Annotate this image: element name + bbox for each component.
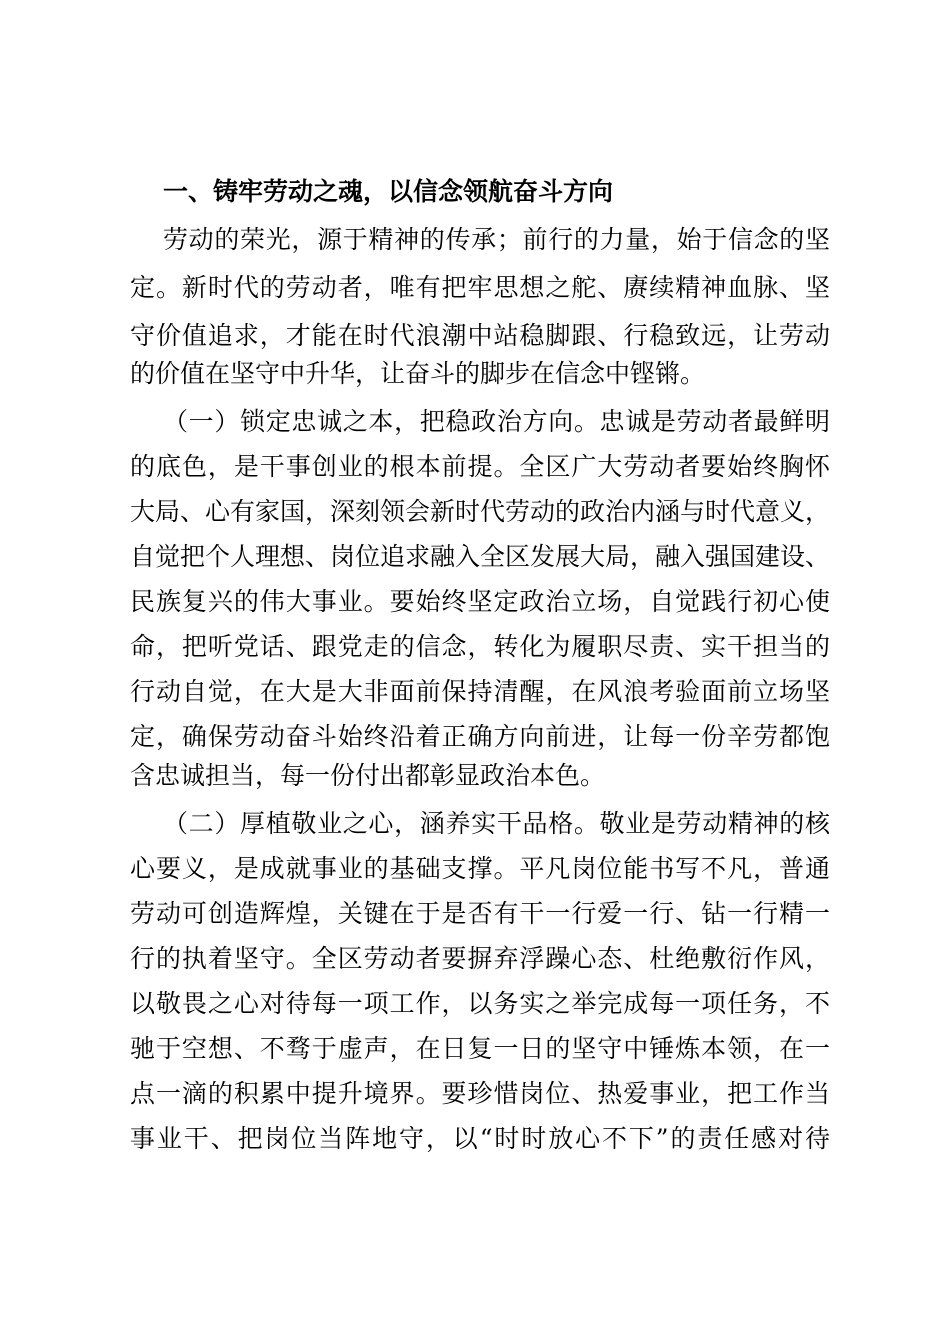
paragraph-line: 含忠诚担当，每一份付出都彰显政治本色。 — [130, 761, 606, 790]
paragraph-line: 大局、心有家国，深刻领会新时代劳动的政治内涵与时代意义， — [130, 497, 831, 526]
paragraph-line: 命，把听党话、跟党走的信念，转化为履职尽责、实干担当的 — [130, 632, 830, 661]
paragraph-line: 点一滴的积累中提升境界。要珍惜岗位、热爱事业，把工作当 — [130, 1079, 830, 1108]
paragraph-line: 事业干、把岗位当阵地守，以“时时放心不下”的责任感对待 — [130, 1124, 830, 1153]
paragraph-line: 民族复兴的伟大事业。要始终坚定政治立场，自觉践行初心使 — [130, 587, 830, 616]
paragraph-line: 定。新时代的劳动者，唯有把牢思想之舵、赓续精神血脉、坚 — [130, 273, 830, 302]
paragraph-line: 驰于空想、不骛于虚声，在日复一日的坚守中锤炼本领，在一 — [130, 1034, 830, 1063]
paragraph-line: （二）厚植敬业之心，涵养实干品格。敬业是劳动精神的核 — [163, 809, 830, 838]
paragraph-line: 的底色，是干事创业的根本前提。全区广大劳动者要始终胸怀 — [130, 452, 830, 481]
paragraph-line: 自觉把个人理想、岗位追求融入全区发展大局，融入强国建设、 — [130, 542, 831, 571]
paragraph-line: 定，确保劳动奋斗始终沿着正确方向前进，让每一份辛劳都饱 — [130, 722, 830, 751]
paragraph-line: 劳动的荣光，源于精神的传承；前行的力量，始于信念的坚 — [163, 225, 830, 254]
paragraph-line: （一）锁定忠诚之本，把稳政治方向。忠诚是劳动者最鲜明 — [163, 407, 830, 436]
paragraph-line: 劳动可创造辉煌，关键在于是否有干一行爱一行、钻一行精一 — [130, 899, 830, 928]
paragraph-line: 守价值追求，才能在时代浪潮中站稳脚跟、行稳致远，让劳动 — [130, 321, 830, 350]
paragraph-line: 行动自觉，在大是大非面前保持清醒，在风浪考验面前立场坚 — [130, 677, 830, 706]
paragraph-line: 的价值在坚守中升华，让奋斗的脚步在信念中铿锵。 — [130, 359, 706, 388]
section-heading: 一、铸牢劳动之魂，以信念领航奋斗方向 — [163, 177, 614, 206]
paragraph-line: 心要义，是成就事业的基础支撑。平凡岗位能书写不凡，普通 — [130, 854, 830, 883]
paragraph-line: 以敬畏之心对待每一项工作，以务实之举完成每一项任务，不 — [130, 989, 830, 1018]
paragraph-line: 行的执着坚守。全区劳动者要摒弃浮躁心态、杜绝敷衍作风， — [130, 944, 830, 973]
